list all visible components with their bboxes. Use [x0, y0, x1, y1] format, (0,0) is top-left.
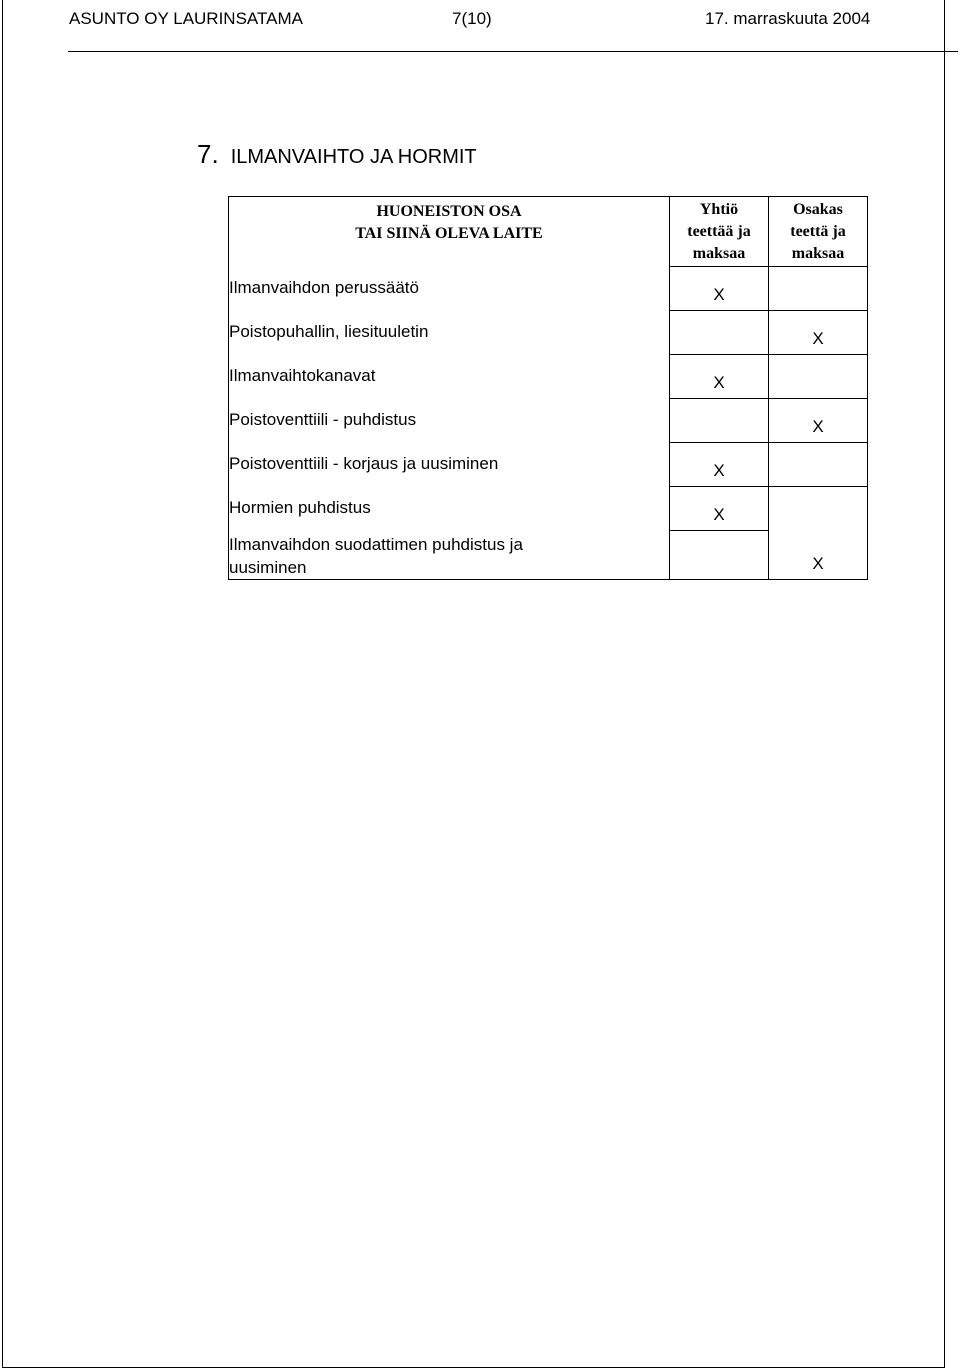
column-header-yhtio	[670, 197, 769, 267]
header-page-number: 7(10)	[452, 9, 492, 28]
row-label: Ilmanvaihdon perussäätö	[229, 267, 670, 311]
header-date: 17. marraskuuta 2004	[705, 9, 871, 28]
column-header-osakas-line1: Osakas	[793, 201, 843, 218]
column-header-yhtio-line3: maksaa	[692, 245, 746, 262]
column-header-osakas-line2: teettä ja	[790, 223, 846, 240]
table-row	[229, 267, 868, 311]
row-label: Hormien puhdistus	[229, 487, 670, 531]
header-company: ASUNTO OY LAURINSATAMA	[69, 9, 303, 28]
osakas-mark	[769, 355, 868, 399]
table-row	[229, 487, 868, 531]
osakas-mark: X	[769, 399, 868, 443]
section-number: 7.	[197, 139, 219, 169]
section-heading	[197, 141, 477, 170]
table-row	[229, 355, 868, 399]
osakas-mark: X	[769, 531, 868, 580]
row-label: Poistoventtiili - puhdistus	[229, 399, 670, 443]
osakas-mark	[769, 443, 868, 487]
table-row	[229, 399, 868, 443]
row-label-line2: uusiminen	[229, 557, 307, 577]
column-header-yhtio-line2: teettää ja	[687, 223, 751, 240]
row-label: Ilmanvaihtokanavat	[229, 355, 670, 399]
osakas-mark	[769, 267, 868, 311]
column-header-osakas	[769, 197, 868, 267]
table-row	[229, 443, 868, 487]
table-row	[229, 531, 868, 580]
column-header-part-line2: TAI SIINÄ OLEVA LAITE	[355, 225, 543, 242]
osakas-mark	[769, 487, 868, 531]
table-header-row	[229, 197, 868, 267]
row-label-line1: Ilmanvaihdon suodattimen puhdistus ja	[229, 534, 523, 554]
column-header-part	[229, 197, 670, 267]
column-header-yhtio-line1: Yhtiö	[699, 201, 739, 218]
yhtio-mark	[670, 399, 769, 443]
row-label	[229, 531, 670, 580]
column-header-part-line1: HUONEISTON OSA	[376, 203, 522, 220]
osakas-mark: X	[769, 311, 868, 355]
header-rule	[68, 51, 958, 52]
yhtio-mark: X	[670, 355, 769, 399]
yhtio-mark	[670, 311, 769, 355]
row-label: Poistoventtiili - korjaus ja uusiminen	[229, 443, 670, 487]
column-header-osakas-line3: maksaa	[791, 245, 845, 262]
table-row	[229, 311, 868, 355]
yhtio-mark: X	[670, 267, 769, 311]
section-title: ILMANVAIHTO JA HORMIT	[230, 146, 477, 168]
yhtio-mark: X	[670, 487, 769, 531]
yhtio-mark: X	[670, 443, 769, 487]
responsibility-table	[228, 196, 868, 580]
yhtio-mark	[670, 531, 769, 580]
row-label: Poistopuhallin, liesituuletin	[229, 311, 670, 355]
